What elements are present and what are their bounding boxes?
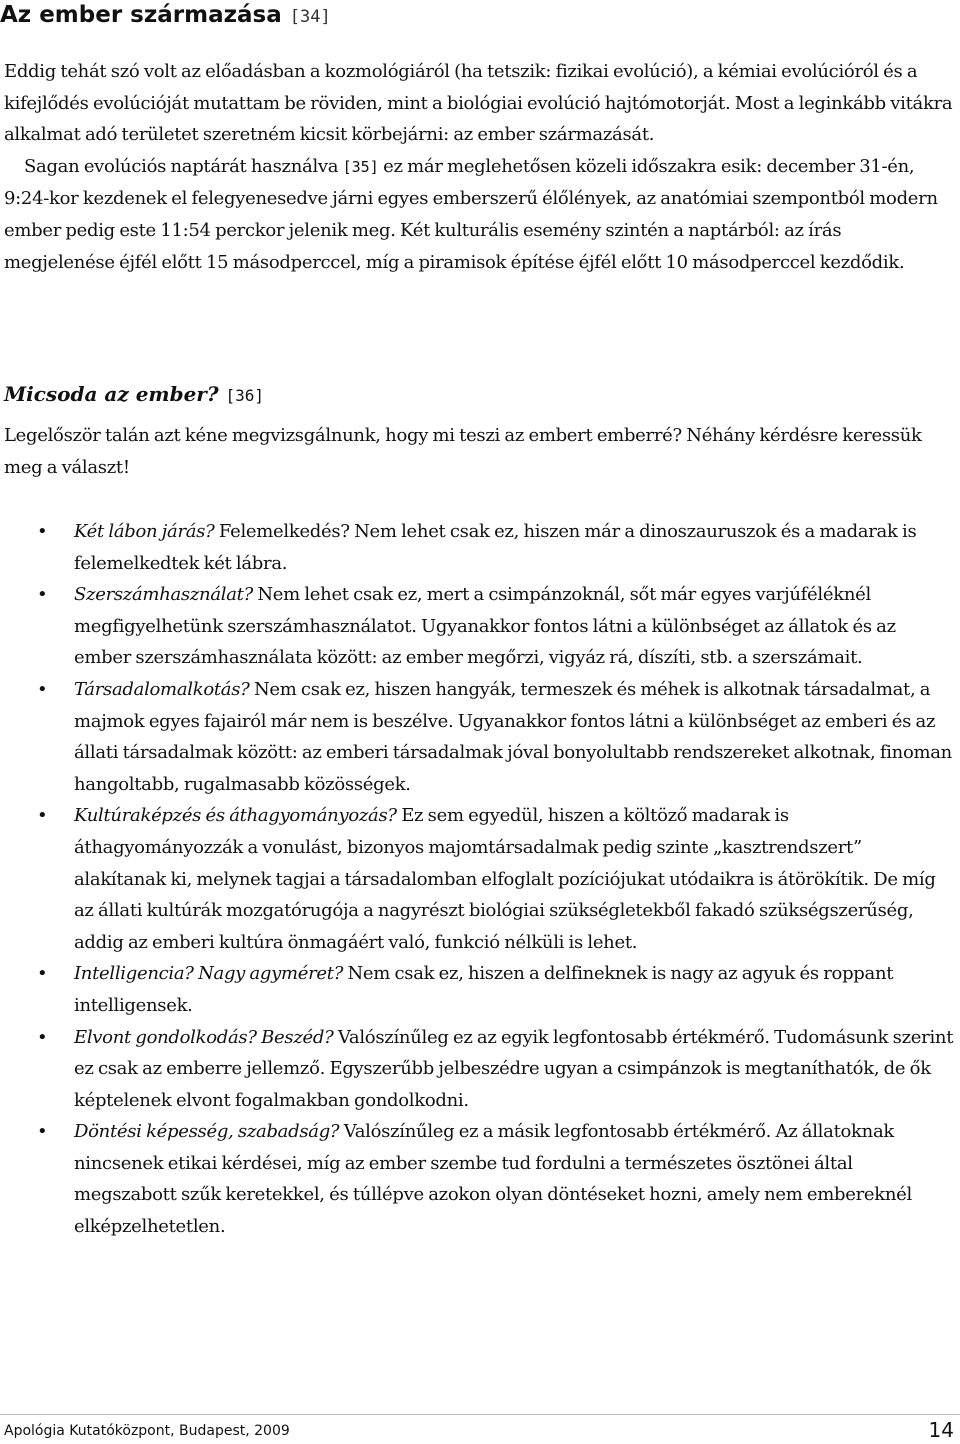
calendar-events-text: ez már meglehetősen közeli időszakra esik: december 31-én, 9:24-kor kezdenek el felegyenesedve járni egyes emberszerű élőlények, az anatómiai szempontból modern ember pedig este 11:54 perckor jelenik meg. Két kulturális esemény szintén a naptárból: az írás megjelenése éjfél előtt 15 másodperccel, míg a piramisok építése éjfél előtt 10 másodperccel kezdődik.: [4, 155, 938, 273]
list-item-question: Elvont gondolkodás? Beszéd?: [74, 1026, 334, 1048]
bullet-icon: •: [37, 678, 48, 700]
bullet-icon: •: [37, 521, 48, 542]
footer-publisher: Apológia Kutatóközpont, Budapest, 2009: [4, 1423, 290, 1439]
list-item-question: Társadalomalkotás?: [74, 678, 250, 700]
list-item-text: Valószínűleg ez a másik legfontosabb értékmérő. Az állatoknak nincsenek etikai kérdései, míg az ember szembe tud fordulni a természetes ösztönei által megszabott szűk keretekkel, és túllépve azokon olyan döntéseket hozni, amely nem embereknél elképzelhetetlen.: [74, 1121, 912, 1238]
list-item-text: Nem lehet csak ez, mert a csimpánzoknál, sőt már egyes varjúféléknél megfigyelhetünk szerszámhasználatot. Ugyanakkor fontos látni a különbséget az állatok és az ember szerszámhasználata között: az ember megőrzi, vigyáz rá, díszíti, stb. a szerszámait.: [74, 584, 896, 669]
page-number: 14: [928, 1418, 954, 1442]
bullet-icon: •: [37, 1026, 48, 1048]
list-item: [0, 674, 955, 800]
section-heading: [0, 0, 331, 32]
list-item: [0, 516, 955, 579]
section-heading-reference: [34]: [289, 7, 331, 27]
intro-paragraph: [4, 56, 954, 278]
list-item-question: Szerszámhasználat?: [74, 584, 253, 606]
bullet-icon: •: [37, 584, 48, 606]
subheading-title: Micsoda az ember?: [4, 382, 219, 406]
sagan-calendar-text: Sagan evolúciós naptárát használva: [24, 155, 339, 177]
list-item-text: Valószínűleg ez az egyik legfontosabb értékmérő. Tudomásunk szerint ez csak az emberre jellemző. Egyszerűbb jelbeszédre ugyan a csimpánzok is megtaníthatók, de ők képtelenek elvont fogalmakban gondolkodni.: [74, 1026, 954, 1111]
question-list: [0, 516, 955, 1243]
bullet-icon: •: [37, 963, 48, 985]
sagan-calendar-reference: [35]: [342, 157, 379, 176]
subheading: [4, 378, 264, 412]
bullet-icon: •: [37, 805, 48, 827]
intro-paragraph-text: Eddig tehát szó volt az előadásban a kozmológiáról (ha tetszik: fizikai evolúció), a kémiai evolúcióról és a kifejlődés evolúcióját mutattam be röviden, mint a biológiai evolúció hajtómotorját. Most a leginkább vitákra alkalmat adó területet szeretném kicsit körbejárni: az ember származását.: [4, 61, 953, 146]
list-item-text: Felemelkedés? Nem lehet csak ez, hiszen már a dinoszauruszok és a madarak is felemelkedtek két lábra.: [74, 521, 917, 574]
list-item-text: Nem csak ez, hiszen a delfineknek is nagy az agyuk és roppant intelligensek.: [74, 963, 894, 1016]
list-item-question: Kultúraképzés és áthagyományozás?: [74, 805, 397, 827]
list-item: [0, 800, 955, 958]
footer-divider: [0, 1414, 960, 1415]
list-item-text: Nem csak ez, hiszen hangyák, termeszek és méhek is alkotnak társadalmat, a majmok egyes fajairól már nem is beszélve. Ugyanakkor fontos látni a különbséget az emberi és az állati társadalmak között: az emberi társadalmak jóval bonyolultabb rendszereket alkotnak, finoman hangoltabb, rugalmasabb közösségek.: [74, 678, 952, 795]
bullet-icon: •: [37, 1121, 48, 1143]
list-item-question: Döntési képesség, szabadság?: [74, 1121, 340, 1143]
section-heading-title: Az ember származása: [0, 2, 282, 28]
question-intro-paragraph: Legelőször talán azt kéne megvizsgálnunk, hogy mi teszi az embert emberré? Néhány kérdésre keressük meg a választ!: [4, 425, 922, 478]
subheading-reference: [36]: [225, 386, 265, 405]
list-item-text: Ez sem egyedül, hiszen a költöző madarak is áthagyományozzák a vonulást, bizonyos majomtársadalmak pedig szinte „kasztrendszert” alakítanak ki, melynek tagjai a társadalomban elfoglalt pozíciójukat utódaikra is átörökítik. De míg az állati kultúrák mozgatórugója a nagyrészt biológiai szükségletekből fakadó szükségszerűség, addig az emberi kultúra önmagáért való, funkció nélküli is lehet.: [74, 805, 936, 953]
list-item-question: Két lábon járás?: [74, 521, 215, 542]
list-item: [0, 1022, 955, 1117]
list-item-question: Intelligencia? Nagy agyméret?: [74, 963, 344, 985]
list-item: [0, 1116, 955, 1242]
list-item: [0, 579, 955, 674]
list-item: [0, 958, 955, 1021]
